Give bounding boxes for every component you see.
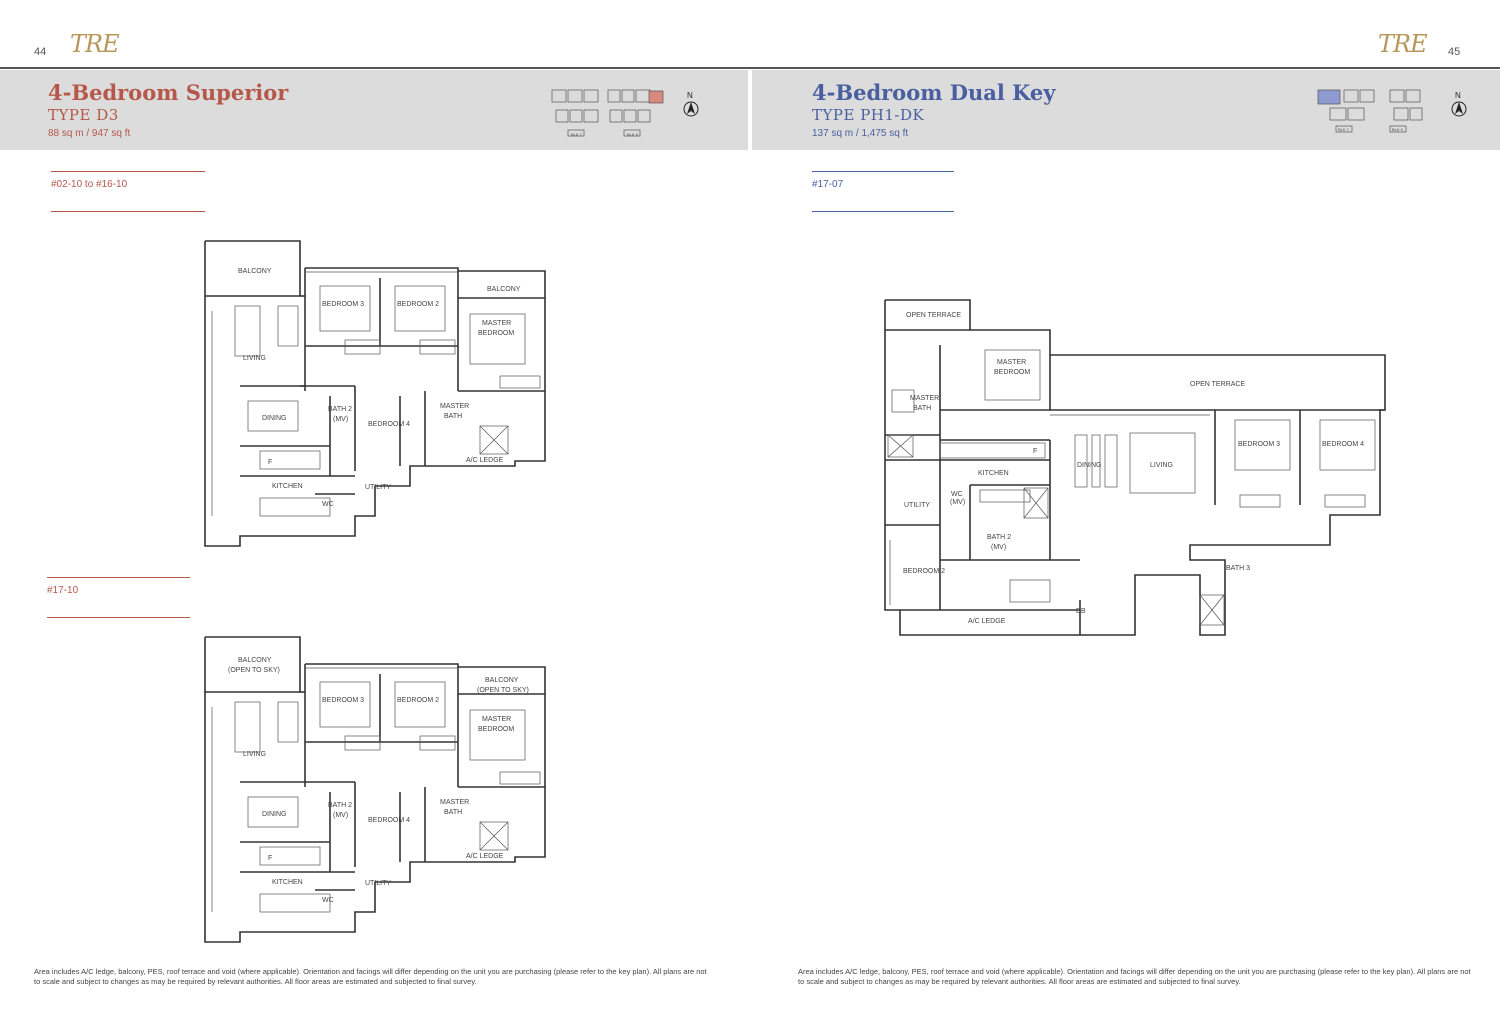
svg-text:(OPEN TO SKY): (OPEN TO SKY) — [228, 667, 280, 674]
svg-text:N: N — [687, 91, 693, 100]
svg-text:UTILITY: UTILITY — [365, 484, 392, 491]
svg-text:DB: DB — [1076, 608, 1086, 615]
svg-text:BATH 2: BATH 2 — [328, 406, 352, 413]
svg-text:A/C LEDGE: A/C LEDGE — [466, 853, 504, 860]
key-plan-right — [1316, 86, 1436, 140]
svg-text:DINING: DINING — [262, 415, 287, 422]
svg-text:BATH 3: BATH 3 — [1226, 565, 1250, 572]
svg-text:BATH: BATH — [444, 809, 463, 816]
north-arrow-left-icon — [682, 90, 700, 120]
svg-text:BALCONY: BALCONY — [238, 268, 272, 275]
unit-range-label-3: #17-07 — [812, 179, 844, 190]
svg-text:BEDROOM 4: BEDROOM 4 — [368, 817, 411, 824]
page-number-right: 45 — [1448, 46, 1461, 58]
svg-text:BEDROOM 4: BEDROOM 4 — [1322, 441, 1365, 448]
svg-text:F: F — [268, 459, 273, 466]
unit-range-rule-bottom-3 — [812, 211, 954, 212]
svg-text:DINING: DINING — [262, 811, 287, 818]
svg-text:MASTER: MASTER — [482, 716, 512, 723]
unit-range-rule-top-3 — [812, 171, 954, 172]
svg-text:BEDROOM 3: BEDROOM 3 — [322, 697, 365, 704]
svg-text:BEDROOM 3: BEDROOM 3 — [1238, 441, 1281, 448]
key-plan-highlight-left — [649, 91, 663, 103]
svg-text:F: F — [268, 855, 273, 862]
unit-range-rule-top-2 — [47, 577, 190, 578]
svg-text:KITCHEN: KITCHEN — [978, 470, 1009, 477]
svg-text:WC: WC — [951, 491, 963, 498]
svg-text:(MV): (MV) — [950, 499, 966, 506]
unit-type-left: TYPE D3 — [48, 106, 119, 124]
svg-text:MASTER: MASTER — [997, 359, 1027, 366]
svg-text:DINING: DINING — [1077, 462, 1102, 469]
svg-text:BEDROOM: BEDROOM — [478, 726, 515, 733]
svg-text:UTILITY: UTILITY — [365, 880, 392, 887]
svg-text:MASTER: MASTER — [910, 395, 940, 402]
unit-range-label-2: #17-10 — [47, 585, 79, 596]
unit-range-rule-bottom-1 — [51, 211, 205, 212]
svg-text:UTILITY: UTILITY — [904, 502, 931, 509]
svg-text:(MV): (MV) — [333, 416, 349, 423]
svg-text:BATH: BATH — [444, 413, 463, 420]
svg-text:KITCHEN: KITCHEN — [272, 879, 303, 886]
svg-text:BALCONY: BALCONY — [238, 657, 272, 664]
page-number-left: 44 — [34, 46, 47, 58]
key-plan-highlight-right — [1318, 90, 1340, 104]
svg-text:BATH: BATH — [913, 405, 932, 412]
svg-text:WC: WC — [322, 501, 334, 508]
floor-plan-d3-top — [200, 632, 550, 962]
svg-text:WC: WC — [322, 897, 334, 904]
unit-range-rule-bottom-2 — [47, 617, 190, 618]
svg-text:BALCONY: BALCONY — [485, 677, 519, 684]
unit-title-right: 4-Bedroom Dual Key — [812, 80, 1056, 105]
svg-text:LIVING: LIVING — [1150, 462, 1173, 469]
unit-range-rule-top-1 — [51, 171, 205, 172]
unit-title-left: 4-Bedroom Superior — [48, 80, 289, 105]
svg-text:BLK 7: BLK 7 — [1338, 127, 1349, 132]
unit-range-label-1: #02-10 to #16-10 — [51, 179, 128, 190]
unit-type-right: TYPE PH1-DK — [812, 106, 925, 124]
svg-text:BLK 9: BLK 9 — [1392, 127, 1403, 132]
svg-text:BLK 7: BLK 7 — [571, 132, 582, 137]
svg-text:BATH 2: BATH 2 — [987, 534, 1011, 541]
svg-text:KITCHEN: KITCHEN — [272, 483, 303, 490]
svg-text:MASTER: MASTER — [482, 320, 512, 327]
svg-text:N: N — [1455, 91, 1461, 100]
svg-text:OPEN TERRACE: OPEN TERRACE — [906, 312, 962, 319]
svg-text:LIVING: LIVING — [243, 355, 266, 362]
svg-text:BEDROOM: BEDROOM — [478, 330, 515, 337]
svg-text:BALCONY: BALCONY — [487, 286, 521, 293]
svg-text:LIVING: LIVING — [243, 751, 266, 758]
tre-logo-left: TRE — [70, 30, 119, 58]
svg-text:A/C LEDGE: A/C LEDGE — [968, 618, 1006, 625]
svg-text:BEDROOM 2: BEDROOM 2 — [397, 301, 440, 308]
svg-text:(OPEN TO SKY): (OPEN TO SKY) — [477, 687, 529, 694]
disclaimer-left: Area includes A/C ledge, balcony, PES, roof terrace and void (where applicable). Orientation and facings will differ depending on the unit you are purchasing (please refer to the key plan). All plans are not to scale and subject to changes as may be required by relevant authorities. All floor areas are estimated and subjected to final survey. — [34, 967, 707, 986]
svg-text:BLK 9: BLK 9 — [627, 132, 638, 137]
unit-area-right: 137 sq m / 1,475 sq ft — [812, 128, 909, 139]
svg-text:A/C LEDGE: A/C LEDGE — [466, 457, 504, 464]
svg-text:BEDROOM 2: BEDROOM 2 — [903, 568, 946, 575]
svg-text:BEDROOM 3: BEDROOM 3 — [322, 301, 365, 308]
svg-text:F: F — [1033, 448, 1038, 455]
svg-text:BEDROOM: BEDROOM — [994, 369, 1031, 376]
svg-text:(MV): (MV) — [333, 812, 349, 819]
svg-text:BEDROOM 2: BEDROOM 2 — [397, 697, 440, 704]
svg-text:MASTER: MASTER — [440, 799, 470, 806]
svg-text:BATH 2: BATH 2 — [328, 802, 352, 809]
svg-text:MASTER: MASTER — [440, 403, 470, 410]
svg-text:OPEN TERRACE: OPEN TERRACE — [1190, 381, 1246, 388]
svg-text:BEDROOM 4: BEDROOM 4 — [368, 421, 411, 428]
key-plan-left — [548, 86, 668, 140]
floor-plan-ph1-dk — [880, 295, 1390, 640]
floor-plan-d3-typical — [200, 236, 550, 566]
svg-text:(MV): (MV) — [991, 544, 1007, 551]
unit-area-left: 88 sq m / 947 sq ft — [48, 128, 131, 139]
tre-logo-right: TRE — [1378, 30, 1427, 58]
disclaimer-right: Area includes A/C ledge, balcony, PES, roof terrace and void (where applicable). Orientation and facings will differ depending on the unit you are purchasing (please refer to the key plan). All plans are not to scale and subject to changes as may be required by relevant authorities. All floor areas are estimated and subjected to final survey. — [798, 967, 1471, 986]
header-rule — [0, 67, 1500, 69]
north-arrow-right-icon — [1450, 90, 1468, 120]
